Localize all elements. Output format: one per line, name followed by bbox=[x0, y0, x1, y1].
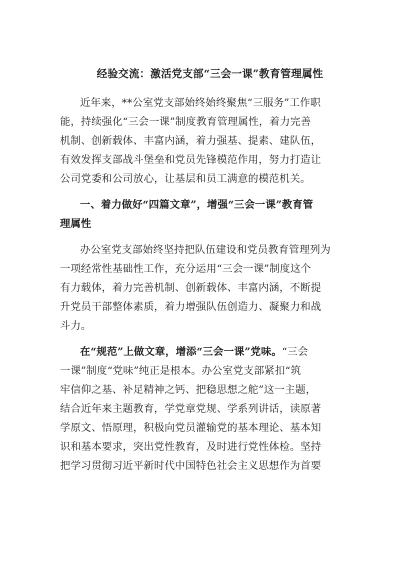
section-2-lead: 在“规范”上做文章，增添“三会一课”党味。 bbox=[80, 346, 282, 358]
section-2-line-3: 结合近年来主题教育，学党章党规、学系列讲话，读原著 bbox=[60, 403, 322, 415]
section-1-line-1: 办公室党支部始终坚持把队伍建设和党员教育管理列为 bbox=[80, 244, 331, 256]
section-1-heading-line-2: 理属性 bbox=[60, 218, 92, 230]
section-1-line-5: 斗力。 bbox=[60, 320, 92, 332]
section-2-line-2: 牢信仰之基、补足精神之钙、把稳思想之舵”这一主题， bbox=[60, 384, 317, 396]
section-2-lead-tail: “三会 bbox=[281, 346, 309, 358]
intro-line-1: 近年来，**公室党支部始终始终聚焦“三服务”工作职 bbox=[80, 97, 321, 109]
section-1-line-2: 一项经常性基础性工作，充分运用“三会一课”制度这个 bbox=[60, 263, 312, 275]
section-2-line-4: 学原文、悟原理，积极向党员灌输党的基本理论、基本知 bbox=[60, 422, 322, 434]
intro-line-3: 机制、创新载体、丰富内涵，着力强基、提素、建队伍， bbox=[60, 135, 322, 147]
section-2-line-1: 一课”制度“党味”纯正是根本。办公室党支部紧扣“筑 bbox=[60, 365, 302, 377]
section-1-line-4: 升党员干部整体素质，着力增强队伍创造力、凝聚力和战 bbox=[60, 301, 322, 313]
section-2-line-5: 识和基本要求，突出党性教育，及时进行党性体检。坚持 bbox=[60, 441, 322, 453]
intro-line-5: 公司党委和公司放心，让基层和员工满意的模范机关。 bbox=[60, 173, 311, 185]
document-title: 经验交流：激活党支部“三会一课”教育管理属性 bbox=[96, 68, 324, 80]
section-1-line-3: 有力载体，着力完善机制、创新载体、丰富内涵，不断提 bbox=[60, 282, 322, 294]
intro-line-4: 有效发挥支部战斗堡垒和党员先锋模范作用，努力打造让 bbox=[60, 154, 322, 166]
section-2-line-6: 把学习贯彻习近平新时代中国特色社会主义思想作为首要 bbox=[60, 460, 322, 472]
section-1-heading-line-1: 一、着力做好“四篇文章”，增强“三会一课”教育管 bbox=[80, 199, 314, 211]
intro-line-2: 能，持续强化“三会一课”制度教育管理属性，着力完善 bbox=[60, 116, 312, 128]
section-2-first-line bbox=[80, 345, 308, 359]
